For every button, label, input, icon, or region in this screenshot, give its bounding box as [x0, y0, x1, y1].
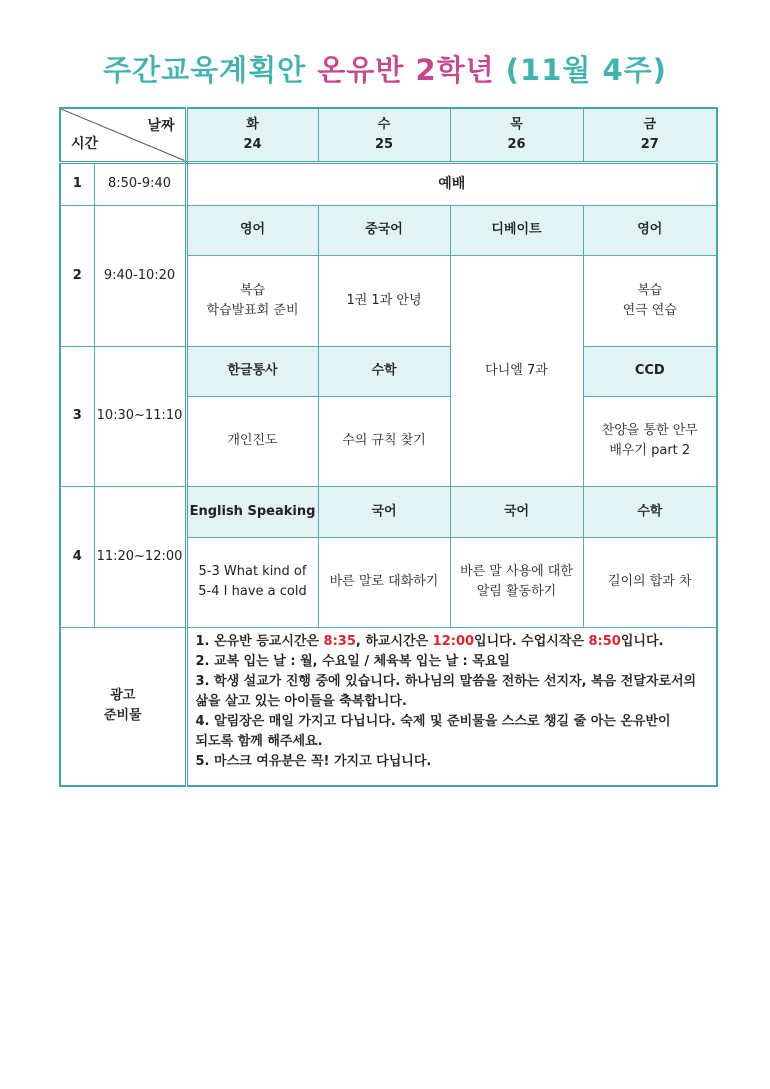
day-date: 27: [640, 136, 659, 152]
content-cell: [186, 255, 318, 346]
content-line: 수의 규칙 찾기: [342, 433, 426, 448]
subject-cell: 영어: [186, 205, 318, 255]
day-name: 화: [246, 116, 259, 132]
day-name: 금: [643, 116, 657, 132]
content-cell: [186, 537, 318, 627]
content-cell: [583, 537, 717, 627]
page-title: [0, 48, 770, 89]
subject-cell: 영어: [583, 205, 717, 255]
note-text: 입니다.: [620, 633, 664, 649]
day-name: 목: [510, 116, 523, 132]
content-line: 길이의 합과 차: [607, 574, 692, 589]
subject-cell: 국어: [450, 486, 583, 537]
subject-cell: 디베이트: [450, 205, 583, 255]
period-time: 8:50-9:40: [94, 162, 186, 205]
content-line: 복습: [239, 282, 266, 298]
notes-label: 광고: [110, 688, 136, 704]
note-line-3b: 삶을 살고 있는 아이들을 축복합니다.: [195, 693, 407, 709]
content-cell: [318, 396, 450, 486]
content-line: 학습발표회 준비: [206, 302, 299, 318]
content-line: 연극 연습: [622, 302, 677, 318]
subject-cell: 한글통사: [186, 346, 318, 396]
content-line: 알림 활동하기: [476, 584, 557, 599]
title-plan: 주간교육계획안: [103, 53, 307, 87]
subject-cell: 중국어: [318, 205, 450, 255]
subject-cell: English Speaking: [186, 486, 318, 537]
content-cell: [583, 396, 717, 486]
day-date: 24: [243, 136, 262, 152]
notes-label-cell: [60, 627, 186, 786]
note-line-5: 5. 마스크 여유분은 꼭! 가지고 다닙니다.: [195, 753, 432, 769]
header-day-thu: [450, 108, 583, 162]
merged-thursday-cell: 다니엘 7과: [450, 255, 583, 486]
period-number: 2: [60, 205, 94, 346]
content-line: 1권 1과 안녕: [346, 292, 422, 308]
content-cell: [583, 255, 717, 346]
subject-cell: 수학: [318, 346, 450, 396]
schedule-table: [59, 107, 718, 787]
content-line: 5-4 I have a cold: [198, 584, 307, 599]
header-day-fri: [583, 108, 717, 162]
content-cell: [318, 537, 450, 627]
period-number: 4: [60, 486, 94, 627]
time-label: 시간: [71, 135, 99, 152]
note-line-3a: 3. 학생 설교가 진행 중에 있습니다. 하나님의 말씀을 전하는 선지자, 복음 전달자로서의: [195, 673, 697, 689]
supplies-label: 준비물: [103, 708, 142, 724]
period-time: 11:20~12:00: [94, 486, 186, 627]
content-line: 5-3 What kind of: [198, 564, 307, 579]
dismissal-time: 12:00: [432, 633, 475, 649]
content-line: 복습: [637, 282, 663, 298]
header-day-wed: [318, 108, 450, 162]
subject-cell: 수학: [583, 486, 717, 537]
period-time: 9:40-10:20: [94, 205, 186, 346]
notes-cell: [186, 627, 717, 786]
title-week: (11월 4주): [505, 53, 667, 87]
note-text: , 하교시간은: [355, 633, 433, 649]
content-cell: [318, 255, 450, 346]
period-number: 3: [60, 346, 94, 486]
day-date: 25: [374, 136, 394, 152]
note-line-4b: 되도록 함께 해주세요.: [195, 733, 323, 749]
note-line-1: [196, 632, 709, 652]
day-date: 26: [507, 136, 526, 152]
content-line: 바른 말로 대화하기: [329, 574, 439, 589]
content-cell: [450, 537, 583, 627]
class-start-time: 8:50: [588, 633, 621, 649]
note-line-4a: 4. 알림장은 매일 가지고 다닙니다. 숙제 및 준비물을 스스로 챙길 줄 아는 온유반이: [195, 713, 671, 729]
note-text: 입니다. 수업시작은: [474, 633, 589, 649]
note-text: 1. 온유반 등교시간은: [195, 633, 324, 649]
content-line: 찬양을 통한 안무: [601, 423, 698, 438]
period-time: 10:30~11:10: [94, 346, 186, 486]
worship-cell: 예배: [186, 162, 717, 205]
title-class: 온유반: [317, 53, 405, 87]
content-line: 개인진도: [227, 433, 278, 448]
header-corner: [60, 108, 186, 162]
header-day-tue: [186, 108, 318, 162]
title-grade: 2학년: [415, 53, 495, 87]
date-label: 날짜: [147, 118, 175, 134]
period-number: 1: [60, 162, 94, 205]
day-name: 수: [377, 116, 391, 132]
content-line: 바른 말 사용에 대한: [460, 564, 573, 579]
subject-cell: CCD: [583, 346, 717, 396]
arrival-time: 8:35: [323, 633, 356, 649]
content-line: 배우기 part 2: [609, 443, 691, 458]
content-cell: [186, 396, 318, 486]
subject-cell: 국어: [318, 486, 450, 537]
note-line-2: 2. 교복 입는 날 : 월, 수요일 / 체육복 입는 날 : 목요일: [195, 653, 510, 669]
